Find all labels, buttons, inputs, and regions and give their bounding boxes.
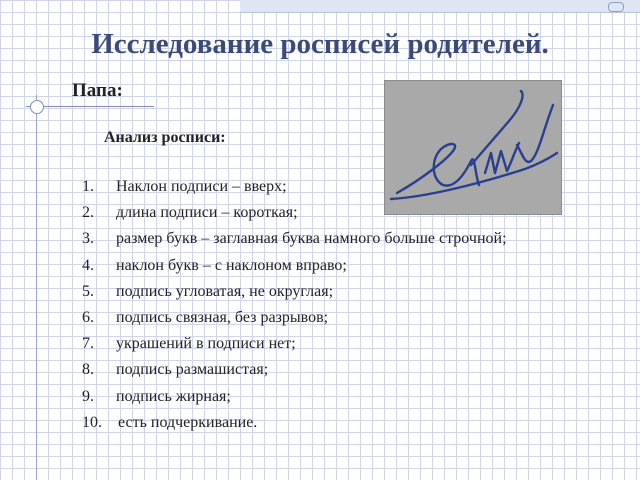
- item-text: подпись жирная;: [116, 387, 231, 405]
- item-number: 2.: [82, 204, 94, 222]
- list-item: [82, 204, 507, 230]
- list-item: [82, 361, 507, 387]
- item-number: 5.: [82, 282, 94, 300]
- subject-label: Папа:: [72, 80, 123, 101]
- item-number: 6.: [82, 308, 94, 326]
- list-item: [82, 335, 507, 361]
- item-text: подпись угловатая, не округлая;: [116, 282, 334, 300]
- item-number: 10.: [82, 413, 102, 431]
- item-number: 7.: [82, 335, 94, 353]
- analysis-heading: Анализ росписи:: [104, 129, 226, 146]
- subject-underline: [26, 106, 154, 107]
- item-number: 3.: [82, 230, 94, 248]
- item-number: 8.: [82, 361, 94, 379]
- item-number: 1.: [82, 178, 94, 195]
- list-item: [82, 257, 507, 283]
- list-item: [82, 388, 507, 414]
- item-number: 9.: [82, 387, 94, 405]
- item-text: размер букв – заглавная буква намного больше строчной;: [116, 230, 507, 248]
- item-number: 4.: [82, 256, 94, 274]
- item-text: есть подчеркивание.: [118, 413, 258, 431]
- list-item: [82, 414, 507, 440]
- item-text: длина подписи – короткая;: [116, 204, 298, 222]
- item-text: подпись размашистая;: [116, 361, 269, 379]
- analysis-list: [82, 178, 507, 440]
- binder-ring: [30, 100, 44, 114]
- item-text: наклон букв – с наклоном вправо;: [116, 256, 347, 274]
- list-item: [82, 230, 507, 256]
- slide-title: Исследование росписей родителей.: [91, 28, 549, 60]
- item-text: Наклон подписи – вверх;: [116, 178, 287, 195]
- list-item: [82, 309, 507, 335]
- margin-line: [36, 95, 37, 480]
- corner-decoration: [608, 2, 624, 12]
- item-text: украшений в подписи нет;: [116, 335, 296, 353]
- item-text: подпись связная, без разрывов;: [116, 308, 329, 326]
- list-item: [82, 178, 507, 204]
- top-decorative-strip: [240, 0, 640, 13]
- list-item: [82, 283, 507, 309]
